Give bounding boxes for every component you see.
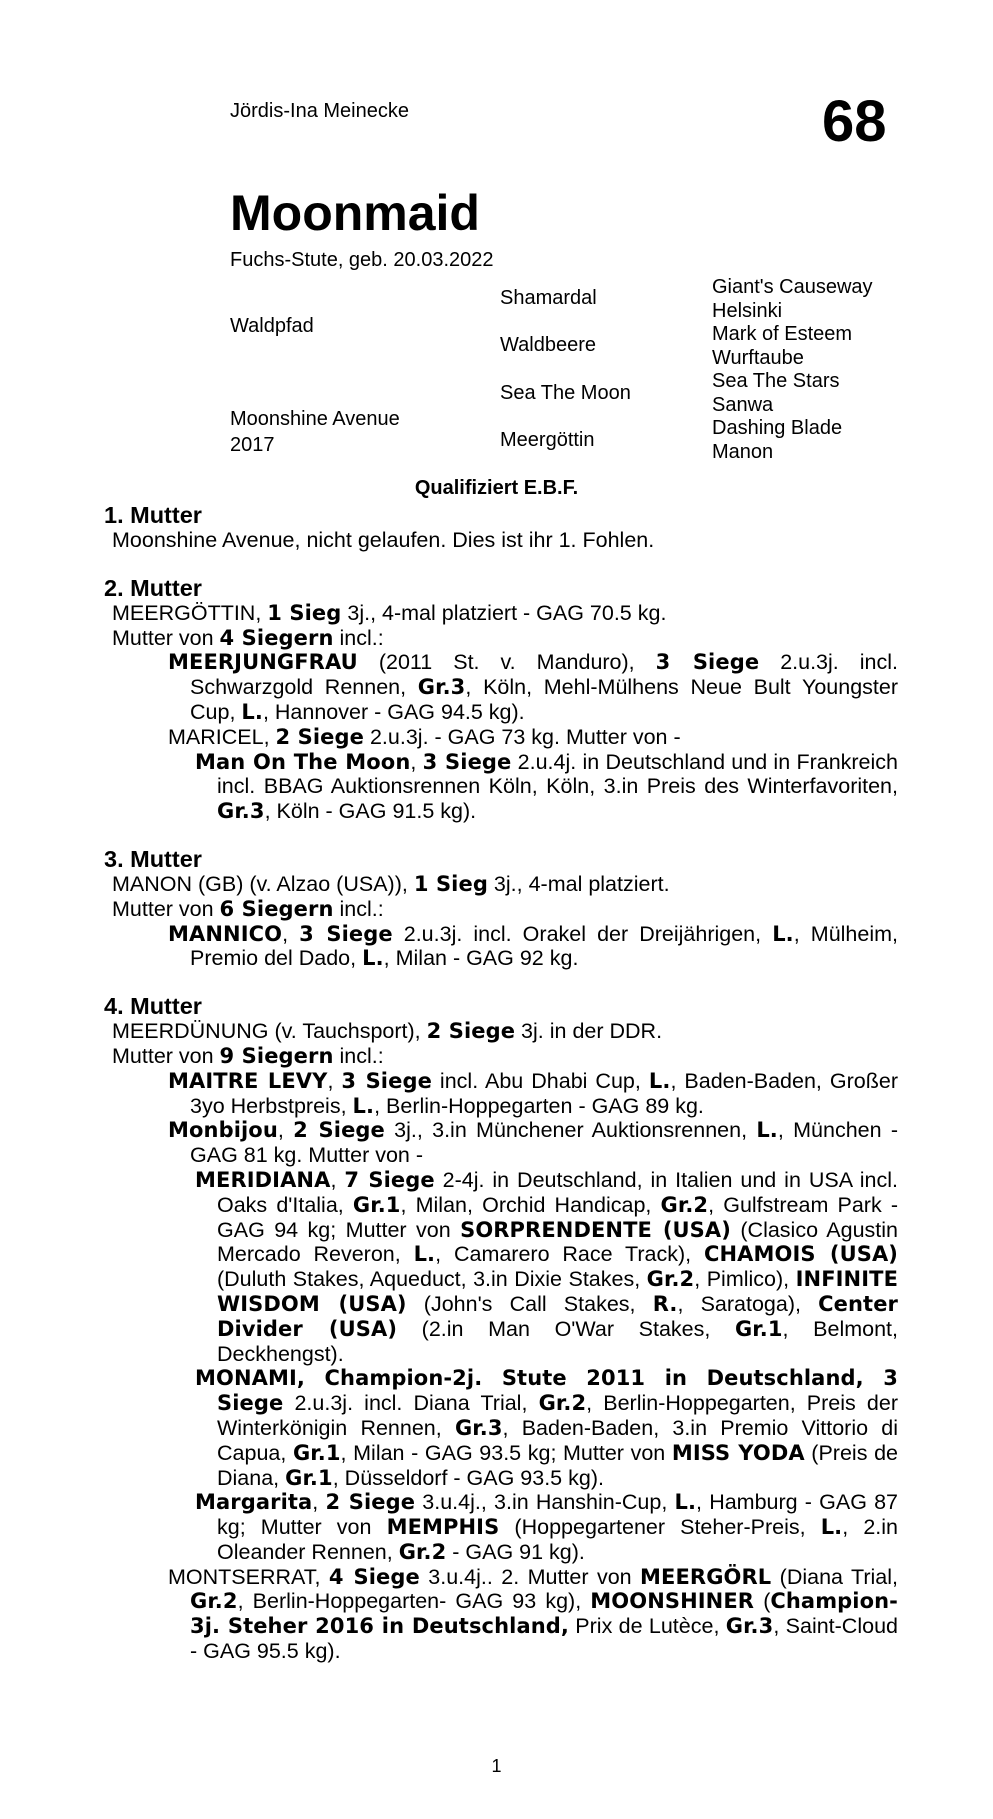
section-title: 4. Mutter: [104, 993, 202, 1020]
pedigree-dam-dam: Meergöttin: [500, 429, 595, 451]
pedigree-dam-year: 2017: [230, 434, 275, 456]
produce-entry: Man On The Moon, 3 Siege 2.u.4j. in Deutschland und in Frankreich incl. BBAG Auktionsrennen Köln, Köln, 3.in Preis des Winterfavoriten, Gr.3, Köln - GAG 91.5 kg).: [195, 749, 898, 824]
dam-entry: MEERGÖTTIN, 1 Sieg 3j., 4-mal platziert - GAG 70.5 kg.: [112, 600, 667, 625]
pedigree-dam-sire: Sea The Moon: [500, 382, 631, 404]
produce-summary: Mutter von 9 Siegern incl.:: [112, 1043, 384, 1068]
lot-number: 68: [822, 89, 887, 154]
dam-line: [104, 502, 898, 1686]
page-number: 1: [491, 1756, 502, 1776]
produce-entry: MEERJUNGFRAU (2011 St. v. Manduro), 3 Siege 2.u.3j. incl. Schwarzgold Rennen, Gr.3, Köln, Mehl-Mülhens Neue Bult Youngster Cup, L., Hannover - GAG 94.5 kg).: [168, 650, 899, 724]
dam-entry: MEERDÜNUNG (v. Tauchsport), 2 Siege 3j. in der DDR.: [112, 1019, 663, 1044]
section-4-mutter: [104, 993, 898, 1664]
produce-entry: MERIDIANA, 7 Siege 2-4j. in Deutschland, in Italien und in USA incl. Oaks d'Italia, Gr.1, Milan, Orchid Handicap, Gr.2, Gulfstream Park - GAG 94 kg; Mutter von SORPRENDENTE (USA) (Clasico Agustin Mercado Reveron, L., Camarero Race Track), CHAMOIS (USA) (Duluth Stakes, Aqueduct, 3.in Dixie Stakes, Gr.2, Pimlico), INFINITE WISDOM (USA) (John's Call Stakes, R., Saratoga), Center Divider (USA) (2.in Man O'War Stakes, Gr.1, Belmont, Deckhengst).: [195, 1167, 899, 1366]
pedigree-g3: Mark of Esteem: [712, 323, 853, 345]
produce-entry: MANNICO, 3 Siege 2.u.3j. incl. Orakel der Dreijährigen, L., Mülheim, Premio del Dado, L., Milan - GAG 92 kg.: [168, 921, 899, 971]
pedigree-dam: Moonshine Avenue: [230, 408, 400, 430]
dam-entry: MANON (GB) (v. Alzao (USA)), 1 Sieg 3j., 4-mal platziert.: [112, 871, 670, 896]
section-3-mutter: [104, 846, 898, 971]
produce-entry: MONAMI, Champion-2j. Stute 2011 in Deutschland, 3 Siege 2.u.3j. incl. Diana Trial, Gr.2, Berlin-Hoppegarten, Preis der Winterkönigin Rennen, Gr.3, Baden-Baden, 3.in Premio Vittorio di Capua, Gr.1, Milan - GAG 93.5 kg; Mutter von MISS YODA (Preis de Diana, Gr.1, Düsseldorf - GAG 93.5 kg).: [195, 1366, 898, 1490]
pedigree-g3: Giant's Causeway: [712, 276, 873, 298]
produce-summary: Mutter von 6 Siegern incl.:: [112, 896, 384, 921]
produce-entry: MAITRE LEVY, 3 Siege incl. Abu Dhabi Cup, L., Baden-Baden, Großer 3yo Herbstpreis, L., Berlin-Hoppegarten - GAG 89 kg.: [168, 1068, 898, 1118]
produce-entry: MARICEL, 2 Siege 2.u.3j. - GAG 73 kg. Mutter von -: [168, 724, 681, 749]
pedigree-sire-dam: Waldbeere: [500, 334, 596, 356]
pedigree-sire: Waldpfad: [230, 315, 314, 337]
horse-name: Moonmaid: [230, 185, 480, 241]
section-title: 2. Mutter: [104, 574, 202, 601]
qualification: Qualifiziert E.B.F.: [414, 477, 579, 499]
pedigree-g3: Wurftaube: [712, 347, 804, 369]
produce-entry: MONTSERRAT, 4 Siege 3.u.4j.. 2. Mutter von MEERGÖRL (Diana Trial, Gr.2, Berlin-Hoppegarten- GAG 93 kg), MOONSHINER (Champion-3j. Steher 2016 in Deutschland, Prix de Lutèce, Gr.3, Saint-Cloud - GAG 95.5 kg).: [168, 1564, 899, 1664]
pedigree-g3: Helsinki: [712, 300, 783, 322]
pedigree-g3: Sea The Stars: [712, 370, 840, 392]
section-title: 1. Mutter: [104, 502, 202, 528]
pedigree-g3: Dashing Blade: [712, 417, 843, 439]
section-2-mutter: [104, 575, 898, 824]
breeder-name: Jördis-Ina Meinecke: [230, 100, 409, 122]
section-title: 3. Mutter: [104, 845, 202, 872]
pedigree-sire-sire: Shamardal: [500, 287, 597, 309]
pedigree-g3: Sanwa: [712, 394, 774, 416]
horse-description: Fuchs-Stute, geb. 20.03.2022: [230, 249, 494, 271]
produce-entry: Margarita, 2 Siege 3.u.4j., 3.in Hanshin-Cup, L., Hamburg - GAG 87 kg; Mutter von MEMPHIS (Hoppegartener Steher-Preis, L., 2.in Oleander Rennen, Gr.2 - GAG 91 kg).: [195, 1490, 899, 1564]
produce-entry: Monbijou, 2 Siege 3j., 3.in Münchener Auktionsrennen, L., München - GAG 81 kg. Mutter von -: [168, 1118, 898, 1168]
section-1-mutter: [104, 502, 898, 553]
dam-entry: Moonshine Avenue, nicht gelaufen. Dies ist ihr 1. Fohlen.: [112, 528, 655, 552]
pedigree-g3: Manon: [712, 441, 774, 463]
produce-summary: Mutter von 4 Siegern incl.:: [112, 625, 384, 650]
